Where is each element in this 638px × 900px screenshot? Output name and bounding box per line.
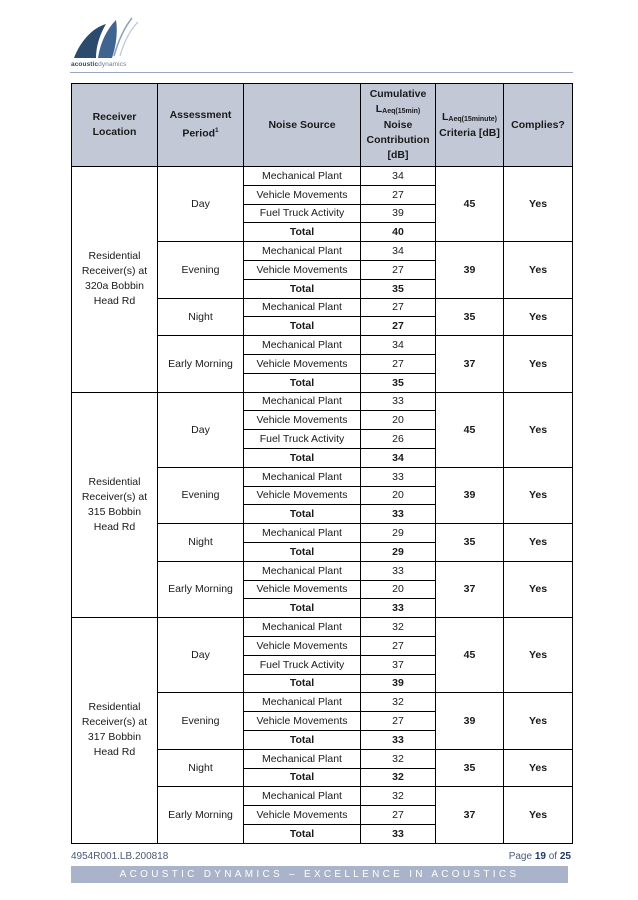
header-rule: [70, 72, 573, 73]
receiver-location: Residential Receiver(s) at 315 Bobbin Head Rd: [72, 392, 158, 618]
header-cumulative: Cumulative LAeq(15min) Noise Contribution [dB]: [361, 84, 436, 167]
noise-contribution: 39: [361, 204, 436, 223]
total-label: Total: [244, 505, 361, 524]
total-label: Total: [244, 448, 361, 467]
noise-contribution: 34: [361, 167, 436, 186]
total-label: Total: [244, 599, 361, 618]
noise-contribution: 27: [361, 354, 436, 373]
complies-value: Yes: [504, 693, 573, 749]
complies-value: Yes: [504, 561, 573, 617]
assessment-period: Early Morning: [158, 787, 244, 843]
noise-contribution: 29: [361, 524, 436, 543]
noise-assessment-table: [71, 83, 573, 844]
total-value: 33: [361, 599, 436, 618]
header-complies: Complies?: [504, 84, 573, 167]
noise-source: Mechanical Plant: [244, 167, 361, 186]
total-label: Total: [244, 279, 361, 298]
criteria-value: 35: [436, 524, 504, 562]
noise-contribution: 27: [361, 185, 436, 204]
total-value: 29: [361, 542, 436, 561]
total-label: Total: [244, 542, 361, 561]
noise-contribution: 34: [361, 242, 436, 261]
noise-source: Vehicle Movements: [244, 185, 361, 204]
total-value: 27: [361, 317, 436, 336]
footer-banner: ACOUSTIC DYNAMICS – EXCELLENCE IN ACOUSTICS: [71, 866, 568, 883]
noise-source: Vehicle Movements: [244, 411, 361, 430]
criteria-value: 37: [436, 561, 504, 617]
total-value: 35: [361, 373, 436, 392]
noise-source: Mechanical Plant: [244, 392, 361, 411]
total-value: 34: [361, 448, 436, 467]
header-assessment-period: Assessment Period$^1$: [158, 84, 244, 167]
assessment-period: Day: [158, 392, 244, 467]
noise-contribution: 32: [361, 693, 436, 712]
assessment-period: Evening: [158, 242, 244, 298]
noise-contribution: 27: [361, 806, 436, 825]
noise-source: Vehicle Movements: [244, 712, 361, 731]
noise-source: Mechanical Plant: [244, 561, 361, 580]
complies-value: Yes: [504, 336, 573, 392]
noise-source: Fuel Truck Activity: [244, 204, 361, 223]
noise-contribution: 20: [361, 411, 436, 430]
total-label: Total: [244, 223, 361, 242]
criteria-value: 39: [436, 467, 504, 523]
total-value: 39: [361, 674, 436, 693]
header-noise-source: Noise Source: [244, 84, 361, 167]
noise-contribution: 27: [361, 298, 436, 317]
noise-source: Mechanical Plant: [244, 298, 361, 317]
noise-source: Mechanical Plant: [244, 242, 361, 261]
noise-source: Mechanical Plant: [244, 618, 361, 637]
total-value: 33: [361, 824, 436, 843]
noise-contribution: 33: [361, 392, 436, 411]
noise-source: Mechanical Plant: [244, 524, 361, 543]
total-value: 40: [361, 223, 436, 242]
complies-value: Yes: [504, 242, 573, 298]
total-label: Total: [244, 768, 361, 787]
header-criteria: LAeq(15minute) Criteria [dB]: [436, 84, 504, 167]
header-receiver-location: Receiver Location: [72, 84, 158, 167]
total-value: 33: [361, 730, 436, 749]
assessment-period: Day: [158, 167, 244, 242]
noise-contribution: 32: [361, 787, 436, 806]
total-label: Total: [244, 373, 361, 392]
noise-source: Fuel Truck Activity: [244, 655, 361, 674]
noise-source: Mechanical Plant: [244, 749, 361, 768]
criteria-value: 35: [436, 749, 504, 787]
criteria-value: 39: [436, 693, 504, 749]
document-reference: 4954R001.LB.200818: [71, 851, 169, 862]
criteria-value: 39: [436, 242, 504, 298]
assessment-period: Early Morning: [158, 561, 244, 617]
total-label: Total: [244, 824, 361, 843]
noise-contribution: 20: [361, 580, 436, 599]
noise-source: Vehicle Movements: [244, 806, 361, 825]
noise-source: Fuel Truck Activity: [244, 430, 361, 449]
assessment-period: Evening: [158, 467, 244, 523]
noise-contribution: 33: [361, 561, 436, 580]
total-label: Total: [244, 674, 361, 693]
noise-source: Vehicle Movements: [244, 580, 361, 599]
noise-source: Mechanical Plant: [244, 693, 361, 712]
noise-contribution: 27: [361, 260, 436, 279]
table-header-row: [72, 84, 573, 167]
total-value: 35: [361, 279, 436, 298]
assessment-period: Night: [158, 524, 244, 562]
assessment-period: Early Morning: [158, 336, 244, 392]
noise-source: Vehicle Movements: [244, 636, 361, 655]
logo-wordmark: acousticdynamics: [71, 61, 127, 68]
noise-contribution: 26: [361, 430, 436, 449]
complies-value: Yes: [504, 298, 573, 336]
criteria-value: 45: [436, 618, 504, 693]
receiver-location: Residential Receiver(s) at 317 Bobbin Head Rd: [72, 618, 158, 844]
page-number: Page 19 of 25: [508, 851, 571, 862]
assessment-period: Day: [158, 618, 244, 693]
noise-source: Mechanical Plant: [244, 787, 361, 806]
noise-contribution: 20: [361, 486, 436, 505]
noise-source: Mechanical Plant: [244, 467, 361, 486]
complies-value: Yes: [504, 467, 573, 523]
noise-contribution: 34: [361, 336, 436, 355]
assessment-period: Night: [158, 749, 244, 787]
complies-value: Yes: [504, 524, 573, 562]
receiver-location: Residential Receiver(s) at 320a Bobbin Head Rd: [72, 167, 158, 393]
criteria-value: 37: [436, 787, 504, 843]
total-value: 33: [361, 505, 436, 524]
noise-source: Vehicle Movements: [244, 260, 361, 279]
total-value: 32: [361, 768, 436, 787]
table-row: [72, 392, 573, 411]
complies-value: Yes: [504, 749, 573, 787]
noise-contribution: 32: [361, 618, 436, 637]
criteria-value: 45: [436, 392, 504, 467]
total-label: Total: [244, 317, 361, 336]
complies-value: Yes: [504, 787, 573, 843]
noise-source: Mechanical Plant: [244, 336, 361, 355]
assessment-period: Night: [158, 298, 244, 336]
table-row: [72, 618, 573, 637]
noise-source: Vehicle Movements: [244, 354, 361, 373]
criteria-value: 35: [436, 298, 504, 336]
noise-contribution: 27: [361, 636, 436, 655]
noise-source: Vehicle Movements: [244, 486, 361, 505]
noise-contribution: 33: [361, 467, 436, 486]
table-row: [72, 167, 573, 186]
complies-value: Yes: [504, 167, 573, 242]
assessment-period: Evening: [158, 693, 244, 749]
noise-contribution: 27: [361, 712, 436, 731]
noise-contribution: 37: [361, 655, 436, 674]
criteria-value: 37: [436, 336, 504, 392]
criteria-value: 45: [436, 167, 504, 242]
noise-contribution: 32: [361, 749, 436, 768]
complies-value: Yes: [504, 618, 573, 693]
complies-value: Yes: [504, 392, 573, 467]
total-label: Total: [244, 730, 361, 749]
